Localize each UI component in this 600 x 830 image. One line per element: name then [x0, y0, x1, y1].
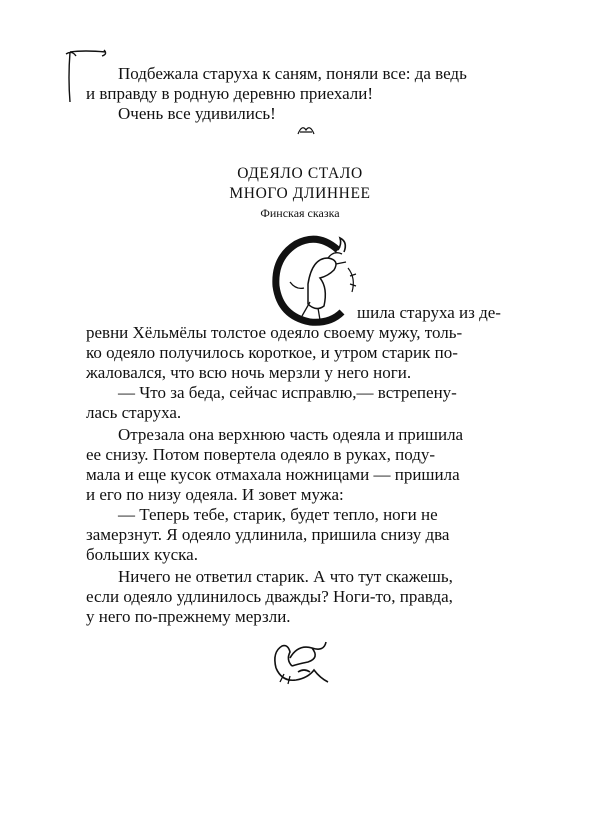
- body-line-11: — Теперь тебе, старик, будет тепло, ноги не: [118, 505, 438, 524]
- body-line-16: у него по-прежнему мерзли.: [86, 607, 291, 626]
- body-line-5: — Что за беда, сейчас исправлю,— встрепену-: [118, 383, 457, 402]
- body-line-1: шила старуха из де-: [357, 303, 501, 322]
- body-line-13: больших куска.: [86, 545, 198, 564]
- body-line-8: ее снизу. Потом повертела одеяло в руках, поду-: [86, 445, 436, 464]
- body-line-10: и его по низу одеяла. И зовет мужа:: [86, 485, 344, 504]
- story-subtitle: Финская сказка: [260, 206, 340, 220]
- body-line-12: замерзнут. Я одеяло удлинила, пришила снизу два: [86, 525, 450, 544]
- intro-line-2: и вправду в родную деревню приехали!: [86, 84, 374, 103]
- drop-cap: [268, 228, 358, 328]
- end-flourish-icon: [296, 122, 316, 136]
- body-line-2: ревни Хёльмёлы толстое одеяло своему мужу, толь-: [86, 323, 463, 342]
- body-line-3: ко одеяло получилось короткое, и утром старик по-: [86, 343, 458, 362]
- body-line-4: жаловался, что всю ночь мерзли у него ноги.: [86, 363, 412, 382]
- body-line-9: мала и еще кусок отмахала ножницами — пришила: [86, 465, 460, 484]
- bird-tailpiece-icon: [268, 638, 332, 686]
- bird-drop-cap-icon: [268, 228, 358, 328]
- body-line-15: если одеяло удлинилось дважды? Ноги-то, правда,: [86, 587, 453, 606]
- story-title-line-2: МНОГО ДЛИННЕЕ: [229, 185, 371, 202]
- body-line-14: Ничего не ответил старик. А что тут скажешь,: [118, 567, 453, 586]
- intro-line-3: Очень все удивились!: [118, 104, 276, 123]
- intro-line-1: Подбежала старуха к саням, поняли все: да ведь: [118, 64, 467, 83]
- story-title-line-1: ОДЕЯЛО СТАЛО: [237, 165, 363, 182]
- body-line-6: лась старуха.: [86, 403, 182, 422]
- body-line-7: Отрезала она верхнюю часть одеяла и пришила: [118, 425, 464, 444]
